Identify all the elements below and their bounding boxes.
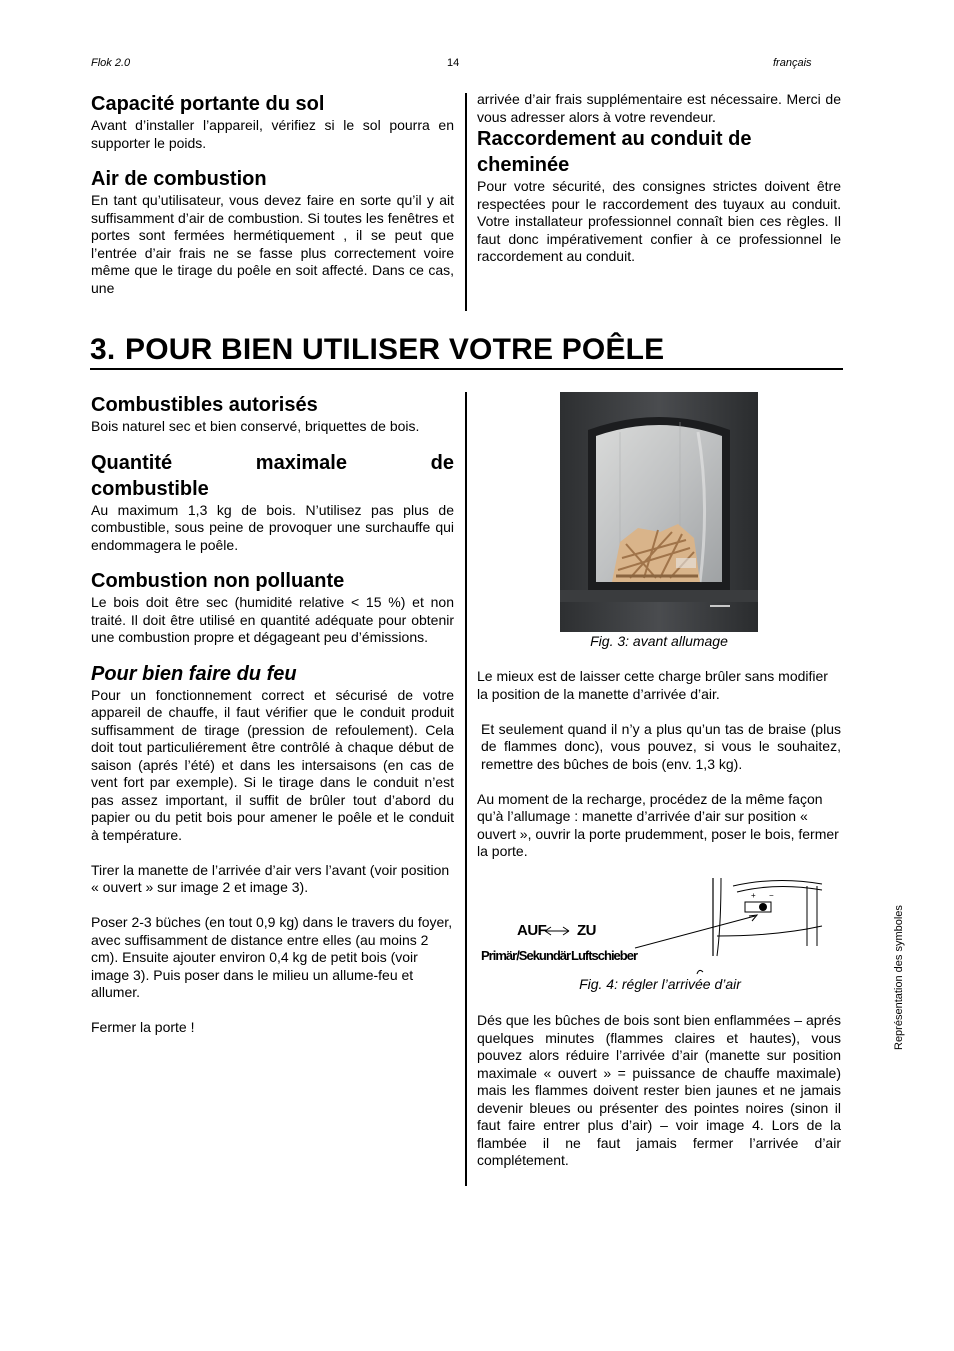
fig4-label-auf: AUF	[517, 922, 547, 939]
para-combustion-non-polluante: Le bois doit être sec (humidité relative < 15 %) et non traité. Il doit être utilisé en quantité adéquate pour obtenir une combustion propre et dégageant peu d’émissions.	[91, 594, 454, 645]
para-arrivee-air: arrivée d’air frais supplémentaire est nécessaire. Merci de vous adresser alors à votre revendeur.	[477, 91, 841, 125]
section-number: 3.	[90, 333, 116, 366]
para-laisser-bruler: Le mieux est de laisser cette charge brûler sans modifier la position de la manette d’arrivée d’air.	[477, 668, 828, 702]
heading-bien-faire-feu: Pour bien faire du feu	[91, 662, 297, 685]
heading-raccordement-1: Raccordement au conduit de	[477, 128, 752, 150]
fig3-caption: Fig. 3: avant allumage	[590, 633, 728, 649]
svg-text:−: −	[769, 891, 774, 900]
para-fermer-porte: Fermer la porte !	[91, 1019, 195, 1035]
heading-quantite-line1	[91, 450, 454, 476]
para-poser-buches: Poser 2-3 büches (en tout 0,9 kg) dans le travers du foyer, avec suffisamment de distance entre elles (au moins 2 cm). Ensuite ajouter environ 0,4 kg de petit bois (voir image 3). Puis poser dans le milieu un allume-feu et allumer.	[91, 914, 453, 1000]
fig4-label-zu: ZU	[577, 922, 596, 939]
para-braise: Et seulement quand il n’y a plus qu’un tas de braise (plus de flammes donc), vous pouvez, si vous le souhaitez, remettre des bûches de bois (env. 1,3 kg).	[481, 720, 841, 772]
section-title: POUR BIEN UTILISER VOTRE POÊLE	[125, 333, 665, 366]
stove-illustration	[560, 392, 758, 632]
para-raccordement: Pour votre sécurité, des consignes strictes doivent être respectées pour le raccordement des tuyaux au conduit. Votre installateur professionnel connaît bien ces règles. Il faut donc impérativement confier à ce professionnel le raccordement au conduit.	[477, 178, 841, 264]
side-label: Représentation des symboles	[893, 905, 905, 1050]
column-divider-top	[465, 93, 467, 311]
header-doc-title: Flok 2.0	[91, 57, 131, 69]
heading-raccordement-2: cheminée	[477, 154, 570, 176]
heading-air-combustion: Air de combustion	[91, 168, 267, 190]
para-air-combustion: En tant qu’utilisateur, vous devez faire en sorte qu’il y ait suffisamment d’air de combustion. Si toutes les fenêtres et portes sont fermées hermétiquement , il se peut que l’entrée d’air frais ne se fasse plus correctement voire même que le tirage du poêle en soit affecté. Dans ce cas, une	[91, 192, 454, 296]
fig4-label-primar: Primär/Sekundär	[481, 948, 571, 963]
para-capacite: Avant d’installer l’appareil, vérifiez si le sol pourra en supporter le poids.	[91, 117, 454, 151]
bottom-left-column	[91, 392, 454, 1037]
svg-text:+: +	[751, 891, 756, 900]
para-reduire-air: Dés que les bûches de bois sont bien enflammées – aprés quelques minutes (flammes claires et hautes), vous pouvez alors réduire l’arrivée d’air (manette sur position maximale « ouvert » = puissance de chauffe maximale) mais les flammes doivent rester bien jaunes et ne jamais devenir bleues ou présenter des pointes noires (sinon il faut faire entrer plus d’air) – voir image 4. Lors de la flambée il ne faut jamais fermer l’arrivée d’air complétement.	[477, 1012, 841, 1168]
heading-quantite-word1: Quantité	[91, 451, 173, 474]
bottom-right-column-lower	[477, 1012, 841, 1170]
para-combustibles: Bois naturel sec et bien conservé, briquettes de bois.	[91, 418, 420, 434]
heading-combustibles: Combustibles autorisés	[91, 394, 318, 416]
para-bien-faire-feu: Pour un fonctionnement correct et sécurisé de votre appareil de chauffe, il faut vérifier que le conduit produit suffisamment de tirage (pression de refoulement). Cela doit tout particuliérement être contrôlé à chaque début de saison (aprés l’été) et dans les intersaisons (en cas de vent fort par exemple). Si le tirage dans le conduit n’est pas assez important, il suffit de brûler tout d’abord du papier ou du petit bois pour amener le poêle et le conduit à température.	[91, 686, 454, 843]
fig4-label-luftschieber: Luftschieber	[571, 948, 638, 963]
heading-quantite-word2: maximale	[255, 451, 347, 474]
header-language: français	[773, 57, 812, 69]
top-right-column	[477, 91, 841, 266]
heading-combustion-non-polluante: Combustion non polluante	[91, 570, 345, 592]
heading-quantite-word3: de	[430, 451, 454, 474]
fig4-air-control-diagram	[477, 876, 843, 976]
column-divider-bottom	[465, 392, 467, 1186]
top-left-column	[91, 91, 454, 297]
section-rule	[90, 368, 843, 370]
bottom-right-column-upper	[477, 668, 841, 861]
para-recharge: Au moment de la recharge, procédez de la même façon qu’à l’allumage : manette d’arrivée d’air sur position « ouvert », ouvrir la porte prudemment, poser le bois, fermer la porte.	[477, 790, 839, 859]
heading-quantite-line2: combustible	[91, 477, 209, 500]
fig4-caption: Fig. 4: régler l’arrivée d’air	[579, 976, 741, 992]
para-tirer-manette: Tirer la manette de l’arrivée d’air vers l’avant (voir position « ouvert » sur image 2 et image 3).	[91, 861, 450, 895]
page-number: 14	[447, 57, 460, 69]
para-quantite: Au maximum 1,3 kg de bois. N’utilisez pas plus de combustible, sous peine de provoquer une surchauffe qui endommagera le poêle.	[91, 501, 454, 553]
fig3-stove-photo	[560, 392, 758, 632]
heading-capacite: Capacité portante du sol	[91, 93, 325, 115]
